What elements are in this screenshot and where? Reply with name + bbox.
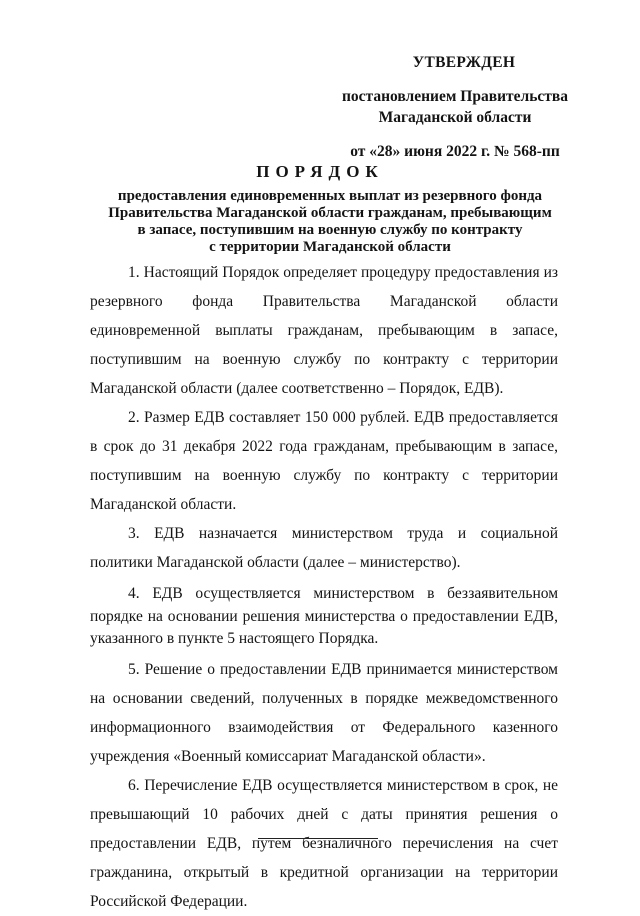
document-title: ПОРЯДОК [256, 162, 384, 181]
subtitle-line: предоставления единовременных выплат из резервного фонда [117, 188, 543, 204]
approval-line-2: Магаданской области [378, 109, 532, 126]
paragraph-6: 6. Перечисление ЕДВ осуществляется министерством в срок, не превышающий 10 рабочих дней с даты принятия решения о предоставлении ЕДВ, путем безналичного перечисления на счет гражданина, открытый в кредитной организации на территории Российской Федерации. [90, 776, 558, 910]
document-body [90, 258, 558, 916]
approval-date: от «28» июня 2022 г. № 568-пп [350, 143, 560, 160]
subtitle-line: в запасе, поступившим на военную службу по контракту [137, 222, 523, 238]
paragraph-4: 4. ЕДВ осуществляется министерством в беззаявительном порядке на основании решения министерства о предоставлении ЕДВ, указанного в пункте 5 настоящего Порядка. [90, 585, 558, 647]
closing-divider [258, 838, 378, 839]
subtitle-line: с территории Магаданской области [209, 239, 451, 255]
document-subtitle [100, 188, 560, 256]
paragraph-1: 1. Настоящий Порядок определяет процедуру предоставления из резервного фонда Правительства Магаданской области единовременной выплаты гражданам, пребывающим в запасе, поступившим на военную службу по контракту с территории Магаданской области (далее соответственно – Порядок, ЕДВ). [90, 264, 558, 397]
paragraph-2: 2. Размер ЕДВ составляет 150 000 рублей. ЕДВ предоставляется в срок до 31 декабря 2022 года гражданам, пребывающим в запасе, поступившим на военную службу по контракту с территории Магаданской области. [90, 409, 558, 513]
approval-heading: УТВЕРЖДЕН [412, 54, 516, 71]
approval-line-1: постановлением Правительства [341, 88, 569, 105]
paragraph-5: 5. Решение о предоставлении ЕДВ принимается министерством на основании сведений, полученных в порядке межведомственного информационного взаимодействия от Федерального казенного учреждения «Военный комиссариат Магаданской области». [90, 660, 558, 765]
approval-stamp [330, 52, 580, 162]
subtitle-line: Правительства Магаданской области гражданам, пребывающим [108, 205, 552, 221]
paragraph-3: 3. ЕДВ назначается министерством труда и социальной политики Магаданской области (далее – министерство). [90, 525, 558, 571]
